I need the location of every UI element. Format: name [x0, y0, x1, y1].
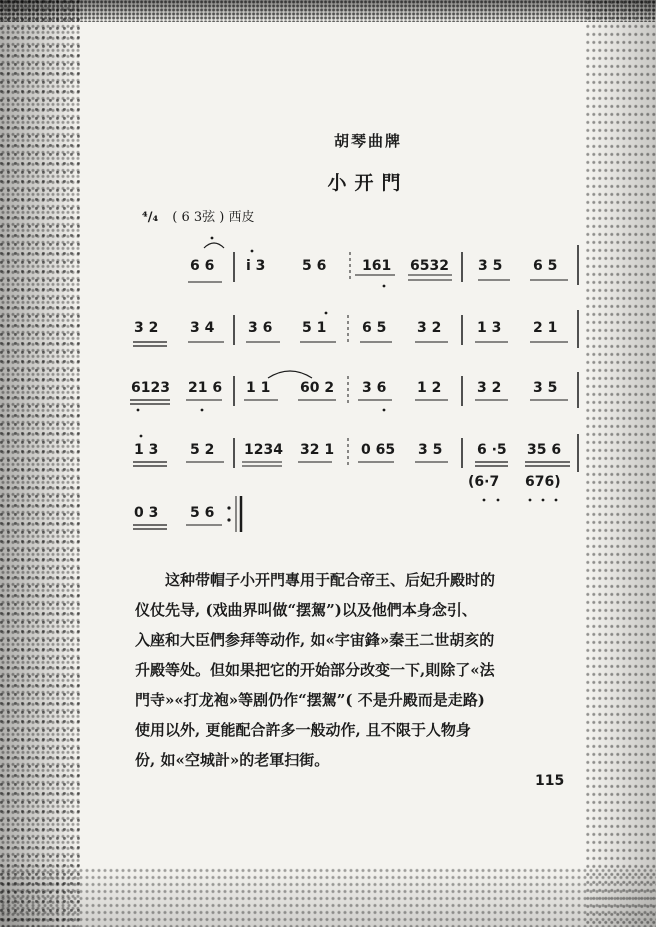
alternate-note: (6·7 — [468, 474, 500, 490]
score-note: 1 1 — [246, 380, 271, 396]
score-note: 1 2 — [417, 380, 442, 396]
tuning-label: ( 6 3弦 ) 西皮 — [172, 210, 255, 225]
score-note: 2 1 — [533, 320, 558, 336]
page-number: 115 — [535, 773, 565, 789]
score-note: 6 5 — [362, 320, 387, 336]
score-note: 0 65 — [361, 442, 396, 458]
score-note: 3 2 — [477, 380, 502, 396]
score-note: 5 2 — [190, 442, 215, 458]
score-note: 3 6 — [362, 380, 387, 396]
score-note: 1 3 — [477, 320, 502, 336]
text-line: 仪仗先导, (戏曲界叫做“摆駕”)以及他們本身念引、 — [135, 601, 477, 619]
score-note: 3 5 — [418, 442, 443, 458]
score-note: 6 6 — [190, 258, 215, 274]
score-note: 3 6 — [248, 320, 273, 336]
description-text — [135, 565, 580, 775]
score-note: 5 6 — [190, 505, 215, 521]
score-note: 21 6 — [188, 380, 223, 396]
score-note: 32 1 — [300, 442, 335, 458]
text-line: 这种带帽子小开門專用于配合帝王、后妃升殿时的 — [165, 571, 496, 589]
score-note: 161 — [362, 258, 392, 274]
score-note: 0 3 — [134, 505, 159, 521]
time-signature: ⁴/₄ — [142, 210, 159, 225]
score-note: i 3 — [246, 258, 266, 274]
score-note: 3 5 — [533, 380, 558, 396]
score-note: 6 ·5 — [477, 442, 507, 458]
score-note: 3 2 — [417, 320, 442, 336]
score-note: 6 5 — [533, 258, 558, 274]
text-line: 升殿等处。但如果把它的开始部分改变一下,則除了«法 — [135, 661, 495, 679]
text-line: 份, 如«空城計»的老軍扫街。 — [135, 751, 330, 769]
score-note: 6532 — [410, 258, 449, 274]
text-line: 使用以外, 更能配合許多一般动作, 且不限于人物身 — [135, 721, 471, 739]
score-note: 6123 — [131, 380, 170, 396]
text-line: 門寺»«打龙袍»等剧仍作“摆駕”( 不是升殿而是走路) — [135, 691, 485, 709]
score-note: 1234 — [244, 442, 283, 458]
score-note: 60 2 — [300, 380, 335, 396]
score-note: 5 6 — [302, 258, 327, 274]
section-category: 胡琴曲牌 — [333, 132, 402, 150]
score-note: 3 4 — [190, 320, 215, 336]
piece-title: 小开門 — [327, 172, 409, 194]
text-line: 入座和大臣們参拜等动作, 如«宇宙鋒»秦王二世胡亥的 — [135, 631, 495, 649]
score-note: 5 1 — [302, 320, 327, 336]
score-note: 3 5 — [478, 258, 503, 274]
score-note: 1 3 — [134, 442, 159, 458]
alternate-note: 676) — [525, 474, 561, 490]
score-note: 35 6 — [527, 442, 562, 458]
score-note: 3 2 — [134, 320, 159, 336]
